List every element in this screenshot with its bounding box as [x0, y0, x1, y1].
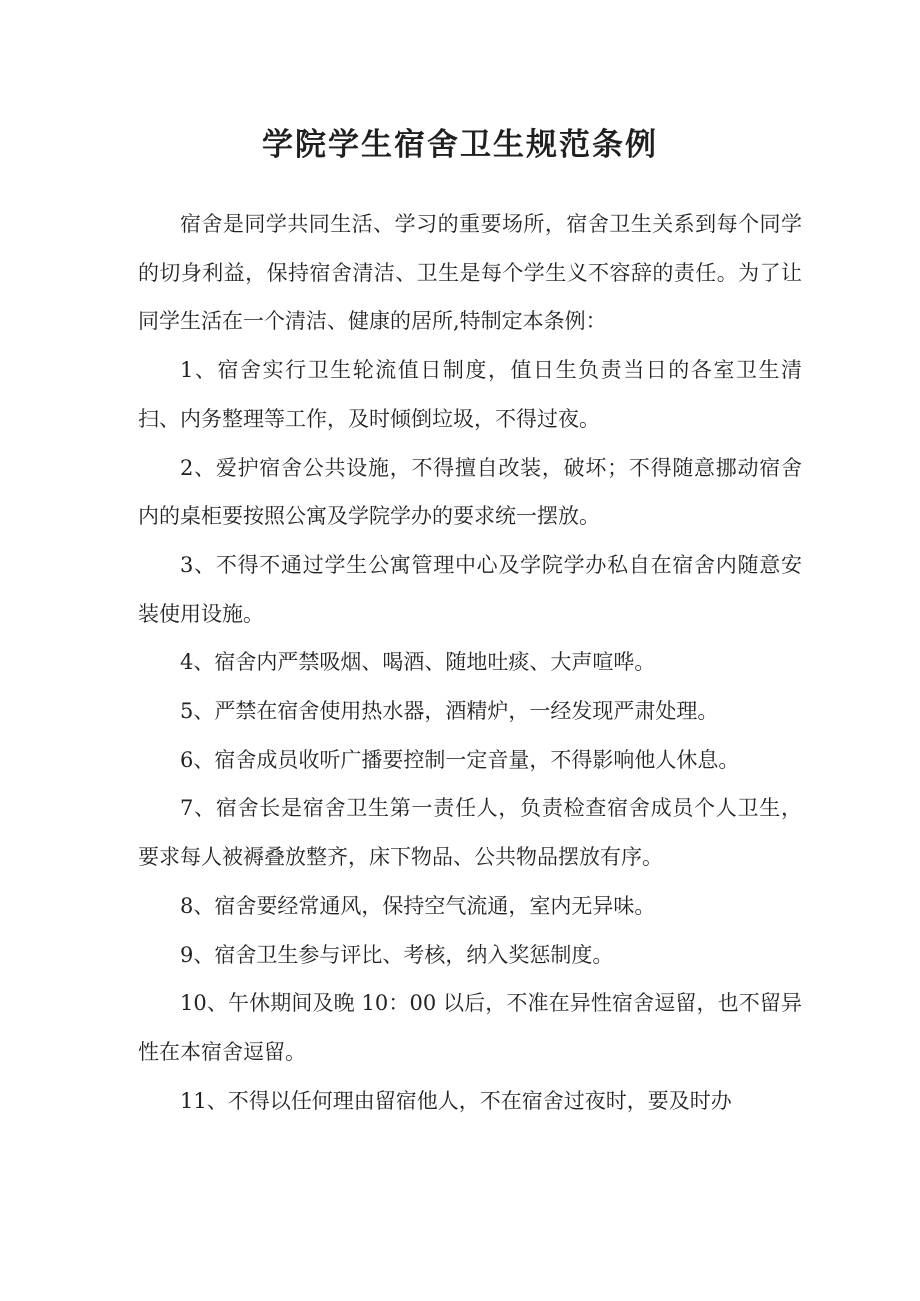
article-3: 3、不得不通过学生公寓管理中心及学院学办私自在宿舍内随意安装使用设施。: [138, 552, 802, 626]
document-body: [138, 200, 802, 1125]
intro-paragraph: 宿舍是同学共同生活、学习的重要场所，宿舍卫生关系到每个同学的切身利益，保持宿舍清洁、卫生是每个学生义不容辞的责任。为了让同学生活在一个清洁、健康的居所,特制定本条例：: [138, 212, 802, 334]
article-1: 1、宿舍实行卫生轮流值日制度，值日生负责当日的各室卫生清扫、内务整理等工作，及时倾倒垃圾，不得过夜。: [138, 358, 802, 431]
article-9: 9、宿舍卫生参与评比、考核，纳入奖惩制度。: [180, 942, 614, 967]
document-title: 学院学生宿舍卫生规范条例: [262, 127, 658, 163]
article-5: 5、严禁在宿舍使用热水器，酒精炉，一经发现严肃处理。: [180, 699, 719, 724]
article-4: 4、宿舍内严禁吸烟、喝酒、随地吐痰、大声喧哗。: [180, 650, 656, 675]
article-8: 8、宿舍要经常通风，保持空气流通，室内无异味。: [180, 893, 656, 918]
article-10: 10、午休期间及晚 10：00 以后，不准在异性宿舍逗留，也不留异性在本宿舍逗留。: [138, 991, 802, 1064]
article-2: 2、爱护宿舍公共设施，不得擅自改装，破坏；不得随意挪动宿舍内的桌柜要按照公寓及学院学办的要求统一摆放。: [138, 455, 802, 529]
article-7: 7、宿舍长是宿舍卫生第一责任人，负责检查宿舍成员个人卫生，要求每人被褥叠放整齐，床下物品、公共物品摆放有序。: [138, 796, 802, 870]
article-6: 6、宿舍成员收听广播要控制一定音量，不得影响他人休息。: [180, 747, 740, 772]
article-11: 11、不得以任何理由留宿他人，不在宿舍过夜时，要及时办: [180, 1088, 732, 1113]
